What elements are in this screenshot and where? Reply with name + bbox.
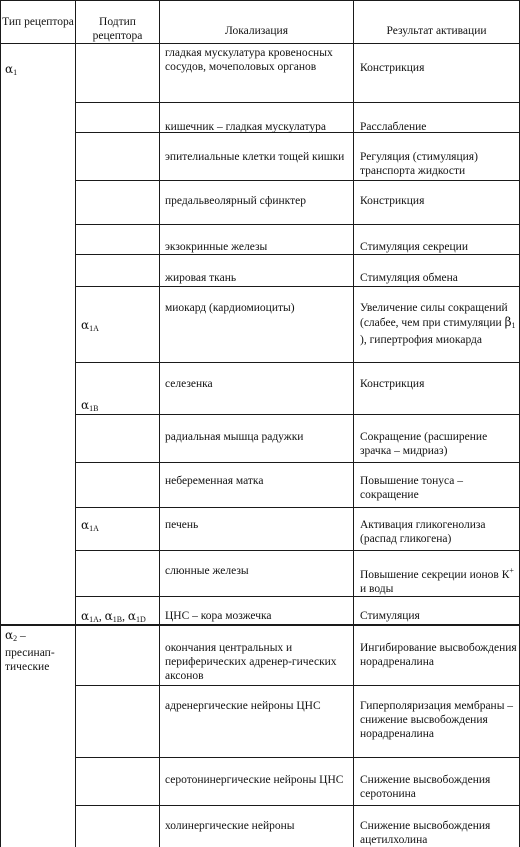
result-cell: Сокращение (расширение зрачка – мидриаз) — [360, 431, 488, 457]
row-divider — [75, 805, 520, 806]
row-divider — [0, 43, 520, 44]
alpha-symbol: α — [104, 609, 113, 623]
alpha-symbol: α — [81, 518, 90, 532]
location-cell: радиальная мышца радужки — [165, 431, 304, 443]
beta-symbol: β — [504, 315, 512, 329]
row-divider — [75, 362, 520, 363]
location-cell: окончания центральных и периферических адренер-гических аксонов — [165, 642, 337, 682]
row-divider — [75, 596, 520, 597]
result-cell: Стимуляция — [360, 610, 420, 622]
separator: , — [122, 611, 128, 623]
subtype-index: 1B — [89, 404, 99, 413]
receptor-type-index: 2 — [13, 634, 18, 643]
alpha-symbol: α — [81, 398, 90, 412]
location-cell: миокард (кардиомиоциты) — [165, 302, 295, 314]
header-subtype: Подтип рецептора — [92, 16, 143, 42]
result-cell: Стимуляция обмена — [360, 272, 458, 284]
location-cell: селезенка — [165, 378, 213, 390]
receptor-type-note: – пресинап-тические — [5, 630, 55, 673]
header-location: Локализация — [224, 25, 289, 37]
location-cell: жировая ткань — [165, 272, 237, 284]
location-cell: предальвеолярный сфинктер — [165, 195, 306, 207]
location-cell: экзокринные железы — [165, 241, 268, 253]
location-cell: серотонинергические нейроны ЦНС — [165, 774, 344, 786]
row-divider — [75, 180, 520, 181]
location-cell: печень — [165, 519, 199, 531]
result-cell: Снижение высвобождения серотонина — [360, 774, 491, 800]
separator: , — [98, 611, 105, 623]
header-result: Результат активации — [386, 25, 487, 37]
subtype-index: 1B — [112, 615, 123, 624]
result-cell: Стимуляция секреции — [360, 241, 468, 253]
row-divider — [75, 757, 520, 758]
result-cell: Активация гликогенолиза (распад гликогена) — [360, 519, 486, 545]
row-divider — [75, 254, 520, 255]
table-border-left — [0, 0, 1, 847]
result-cell: Повышение тонуса – сокращение — [360, 475, 463, 501]
row-divider — [75, 224, 520, 225]
subtype-index: 1A — [89, 324, 99, 333]
receptor-type-index: 1 — [13, 68, 18, 77]
column-divider — [75, 0, 76, 847]
subtype-cell — [81, 318, 157, 336]
row-divider — [75, 685, 520, 686]
subtype-index: 1A — [89, 524, 99, 533]
alpha-symbol: α — [81, 609, 90, 623]
row-divider — [75, 507, 520, 508]
alpha-symbol: α — [5, 628, 14, 642]
subtype-index: 1A — [89, 615, 99, 624]
alpha-symbol: α — [127, 609, 136, 623]
row-divider — [75, 462, 520, 463]
row-divider — [75, 286, 520, 287]
result-cell: Расслабление — [360, 121, 427, 133]
subtype-cell — [81, 518, 157, 536]
subtype-cell — [81, 398, 157, 416]
result-cell: Увеличение силы сокращений (слабее, чем при стимуляции $\beta_1$ ), гипертрофия миокарда — [360, 302, 516, 346]
result-cell: Ингибирование высвобождения норадреналина — [360, 642, 517, 668]
row-divider — [75, 550, 520, 551]
plus-superscript: + — [509, 566, 514, 575]
result-cell: Снижение высвобождения ацетилхолина — [360, 820, 491, 846]
location-cell: кишечник – гладкая мускулатура — [165, 121, 326, 133]
result-cell: Гиперполяризация мембраны – снижение высвобождения норадреналина — [360, 700, 514, 740]
location-cell: ЦНС – кора мозжечка — [165, 610, 272, 622]
receptor-type-alpha1 — [5, 62, 71, 80]
location-cell: эпителиальные клетки тощей кишки — [165, 151, 345, 163]
result-cell: Повышение секреции ионов К+ и воды — [360, 566, 514, 595]
table-border-top — [0, 0, 520, 1]
location-cell: гладкая мускулатура кровеносных сосудов, мочеполовых органов — [165, 47, 333, 73]
location-cell: холинергические нейроны — [165, 820, 295, 832]
alpha-symbol: α — [81, 318, 90, 332]
group-divider — [0, 624, 520, 626]
result-cell: Констрикция — [360, 62, 425, 74]
location-cell: небеременная матка — [165, 475, 264, 487]
subtype-cell — [81, 609, 159, 627]
column-divider — [353, 0, 354, 847]
location-cell: адренергические нейроны ЦНС — [165, 700, 321, 712]
result-cell: Констрикция — [360, 378, 425, 390]
beta-index: 1 — [511, 321, 516, 330]
subtype-index: 1D — [135, 615, 146, 624]
result-cell: Констрикция — [360, 195, 425, 207]
column-divider — [159, 0, 160, 847]
location-cell: слюнные железы — [165, 565, 249, 577]
alpha-symbol: α — [5, 62, 14, 76]
result-cell: Регуляция (стимуляция) транспорта жидкости — [360, 151, 478, 177]
receptor-type-alpha2 — [5, 628, 73, 674]
header-type: Тип рецептора — [2, 16, 74, 28]
row-divider — [75, 102, 520, 103]
